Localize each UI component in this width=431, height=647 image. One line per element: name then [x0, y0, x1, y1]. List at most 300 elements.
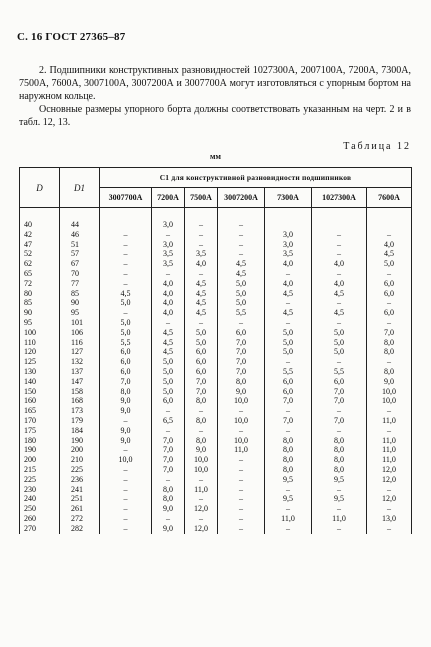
table-cell: 12,0	[185, 524, 218, 534]
table-cell: 173	[60, 406, 100, 416]
table-cell: 4,5	[218, 259, 265, 269]
col-header-variant: 7600А	[367, 188, 412, 208]
table-cell: 4,0	[367, 240, 412, 250]
table-cell: –	[367, 298, 412, 308]
table-cell: 260	[20, 514, 60, 524]
table-row	[20, 406, 412, 416]
table-cell: –	[218, 208, 265, 230]
table-cell: 5,0	[265, 347, 312, 357]
table-row	[20, 338, 412, 348]
table-cell: 9,5	[265, 475, 312, 485]
table-cell: 40	[20, 208, 60, 230]
table-cell: 8,0	[265, 455, 312, 465]
table-cell: –	[312, 524, 367, 534]
table-cell: 9,0	[100, 426, 152, 436]
table-cell: 3,0	[265, 230, 312, 240]
table-cell: 5,0	[312, 338, 367, 348]
table-row	[20, 455, 412, 465]
table-cell: 5,0	[185, 338, 218, 348]
table-cell: 6,0	[367, 289, 412, 299]
table-cell: –	[218, 465, 265, 475]
table-cell: 160	[20, 396, 60, 406]
table-cell: 116	[60, 338, 100, 348]
table-cell: 77	[60, 279, 100, 289]
col-header-variant: 1027300А	[312, 188, 367, 208]
table-cell: 3,5	[185, 249, 218, 259]
table-cell: –	[367, 426, 412, 436]
table-cell: –	[100, 416, 152, 426]
table-cell: 62	[20, 259, 60, 269]
table-row	[20, 485, 412, 495]
table-row	[20, 249, 412, 259]
table-cell: 11,0	[185, 485, 218, 495]
table-cell: 90	[60, 298, 100, 308]
table-cell: –	[152, 269, 185, 279]
table-cell: 4,5	[152, 347, 185, 357]
table-cell: –	[367, 230, 412, 240]
table-cell: 4,5	[185, 289, 218, 299]
table-row	[20, 524, 412, 534]
table-cell: –	[185, 269, 218, 279]
table-cell: 8,0	[152, 485, 185, 495]
table-cell: 250	[20, 504, 60, 514]
table-cell: 5,0	[100, 328, 152, 338]
table-row	[20, 445, 412, 455]
table-row	[20, 208, 412, 230]
table-cell: –	[312, 426, 367, 436]
table-cell	[265, 208, 312, 230]
table-cell	[312, 208, 367, 230]
table-cell: 8,0	[312, 445, 367, 455]
table-row	[20, 367, 412, 377]
table-cell: –	[218, 426, 265, 436]
table-cell: –	[265, 269, 312, 279]
table-cell: 8,0	[265, 465, 312, 475]
table-cell: –	[152, 406, 185, 416]
table-cell: 270	[20, 524, 60, 534]
table-row	[20, 279, 412, 289]
table-cell: 10,0	[218, 396, 265, 406]
table-row	[20, 426, 412, 436]
table-cell: 6,0	[265, 387, 312, 397]
table-cell: 5,0	[265, 328, 312, 338]
table-cell: 4,5	[312, 289, 367, 299]
table-cell: 8,0	[152, 494, 185, 504]
table-cell: 6,0	[185, 357, 218, 367]
table-cell: 7,0	[265, 396, 312, 406]
table-row	[20, 396, 412, 406]
table-cell: 7,0	[218, 367, 265, 377]
table-cell: –	[100, 514, 152, 524]
table-cell: 184	[60, 426, 100, 436]
table-row	[20, 514, 412, 524]
table-cell: 8,0	[185, 416, 218, 426]
table-cell: –	[265, 298, 312, 308]
table-cell: –	[218, 318, 265, 328]
table-cell: 4,0	[265, 259, 312, 269]
table-cell: 5,0	[152, 377, 185, 387]
table-cell: 42	[20, 230, 60, 240]
table-cell: 9,0	[152, 524, 185, 534]
table-cell: 10,0	[185, 455, 218, 465]
table-cell: –	[312, 357, 367, 367]
table-cell: 4,5	[218, 269, 265, 279]
table-cell: –	[100, 524, 152, 534]
table-cell: 9,0	[152, 504, 185, 514]
table-cell: 7,0	[185, 387, 218, 397]
table-cell: –	[100, 445, 152, 455]
table-cell: 3,5	[152, 259, 185, 269]
table-cell: 7,0	[367, 328, 412, 338]
table-cell: –	[218, 455, 265, 465]
table-cell: –	[152, 230, 185, 240]
table-cell: –	[312, 318, 367, 328]
table-cell: 5,0	[265, 338, 312, 348]
table-cell: –	[185, 318, 218, 328]
table-cell: 4,5	[185, 298, 218, 308]
table-cell: 6,0	[367, 308, 412, 318]
table-cell: –	[265, 426, 312, 436]
table-cell: 11,0	[367, 436, 412, 446]
table-cell: 10,0	[185, 465, 218, 475]
table-cell: –	[100, 279, 152, 289]
table-caption: Таблица 12	[343, 141, 411, 152]
table-cell: –	[100, 230, 152, 240]
table-cell: 12,0	[367, 475, 412, 485]
table-cell: –	[218, 475, 265, 485]
table-cell: 8,0	[185, 396, 218, 406]
table-row	[20, 328, 412, 338]
table-cell: –	[100, 504, 152, 514]
table-cell: 251	[60, 494, 100, 504]
table-cell: 44	[60, 208, 100, 230]
col-header-variant: 7500А	[185, 188, 218, 208]
table-cell: 72	[20, 279, 60, 289]
table-cell: –	[265, 357, 312, 367]
table-cell: 6,0	[312, 377, 367, 387]
table-cell: 5,0	[218, 289, 265, 299]
table-row	[20, 494, 412, 504]
table-cell: 4,0	[312, 259, 367, 269]
table-cell: 11,0	[265, 514, 312, 524]
table-cell: –	[100, 475, 152, 485]
table-cell: –	[367, 269, 412, 279]
table-cell: 8,0	[185, 436, 218, 446]
table-cell: –	[312, 269, 367, 279]
table-row	[20, 465, 412, 475]
table-cell: 9,0	[367, 377, 412, 387]
table-cell: –	[100, 259, 152, 269]
table-cell: 8,0	[265, 436, 312, 446]
col-header-c1-span: C1 для конструктивной разновидности подшипников	[100, 168, 412, 188]
table-cell: –	[152, 514, 185, 524]
table-cell: 4,0	[152, 298, 185, 308]
table-cell: –	[367, 357, 412, 367]
table-cell: 65	[20, 269, 60, 279]
table-cell: 7,0	[152, 436, 185, 446]
table-cell: 95	[60, 308, 100, 318]
table-cell: 9,5	[312, 475, 367, 485]
table-cell: –	[185, 230, 218, 240]
table-cell: 282	[60, 524, 100, 534]
table-cell: 261	[60, 504, 100, 514]
table-cell: 8,0	[367, 338, 412, 348]
table-cell: –	[367, 485, 412, 495]
table-row	[20, 289, 412, 299]
table-cell: –	[185, 240, 218, 250]
table-cell: 4,5	[185, 308, 218, 318]
table-cell: 225	[60, 465, 100, 475]
table-cell: –	[312, 504, 367, 514]
table-cell: 130	[20, 367, 60, 377]
table-cell: 4,5	[265, 308, 312, 318]
table-cell: 11,0	[312, 514, 367, 524]
table-cell: 127	[60, 347, 100, 357]
table-cell: 100	[20, 328, 60, 338]
table-cell: 4,0	[152, 308, 185, 318]
table-row	[20, 357, 412, 367]
table-cell: 7,0	[218, 347, 265, 357]
table-cell: 4,5	[265, 289, 312, 299]
table-cell: 150	[20, 387, 60, 397]
table-cell: 190	[20, 445, 60, 455]
table-cell: 101	[60, 318, 100, 328]
table-cell: 175	[20, 426, 60, 436]
dimensions-table	[19, 167, 412, 534]
table-cell: 8,0	[367, 347, 412, 357]
table-cell: 4,5	[185, 279, 218, 289]
table-cell: 8,0	[100, 387, 152, 397]
table-cell: 57	[60, 249, 100, 259]
table-cell: –	[100, 269, 152, 279]
table-cell: –	[100, 308, 152, 318]
table-cell: 215	[20, 465, 60, 475]
table-row	[20, 230, 412, 240]
table-cell: 5,0	[100, 318, 152, 328]
table-cell: –	[185, 514, 218, 524]
table-cell: 10,0	[367, 396, 412, 406]
table-row	[20, 298, 412, 308]
table-cell: 4,0	[312, 279, 367, 289]
table-cell: 210	[60, 455, 100, 465]
table-cell: –	[265, 318, 312, 328]
table-cell: –	[218, 230, 265, 240]
table-cell: 9,0	[100, 396, 152, 406]
table-cell: 80	[20, 289, 60, 299]
table-cell: 147	[60, 377, 100, 387]
table-cell: 4,0	[152, 289, 185, 299]
table-cell: –	[367, 524, 412, 534]
table-cell: 7,0	[152, 465, 185, 475]
table-cell: 8,0	[312, 436, 367, 446]
table-cell: 179	[60, 416, 100, 426]
table-cell: 6,0	[100, 347, 152, 357]
table-cell: –	[312, 298, 367, 308]
table-cell: 10,0	[218, 436, 265, 446]
paragraph-main-dimensions: Основные размеры упорного борта должны соответствовать указанным на черт. 2 и в табл. 12, 13.	[19, 104, 411, 128]
table-cell: –	[152, 475, 185, 485]
table-cell: –	[100, 494, 152, 504]
table-row	[20, 387, 412, 397]
table-cell: 170	[20, 416, 60, 426]
table-cell: 11,0	[367, 455, 412, 465]
table-cell: 7,0	[152, 445, 185, 455]
table-cell: 8,0	[312, 455, 367, 465]
table-cell: 10,0	[100, 455, 152, 465]
table-cell: 4,5	[367, 249, 412, 259]
table-row	[20, 269, 412, 279]
table-cell: 120	[20, 347, 60, 357]
table-cell: 165	[20, 406, 60, 416]
table-cell: –	[185, 426, 218, 436]
table-cell: 5,0	[152, 357, 185, 367]
col-header-d: D	[20, 168, 60, 208]
table-cell: 11,0	[218, 445, 265, 455]
table-cell: 5,0	[185, 328, 218, 338]
table-cell: 200	[60, 445, 100, 455]
table-cell: 3,5	[152, 249, 185, 259]
col-header-variant: 7300А	[265, 188, 312, 208]
table-cell: 168	[60, 396, 100, 406]
table-cell: 4,0	[265, 279, 312, 289]
table-cell: –	[265, 524, 312, 534]
table-cell: 3,5	[265, 249, 312, 259]
table-cell: 7,0	[218, 338, 265, 348]
table-cell: –	[185, 208, 218, 230]
col-header-variant: 3007700А	[100, 188, 152, 208]
table-cell: 6,5	[152, 416, 185, 426]
table-cell: 6,0	[100, 367, 152, 377]
table-cell: 8,0	[367, 367, 412, 377]
table-cell: 241	[60, 485, 100, 495]
table-cell: 200	[20, 455, 60, 465]
table-cell: 46	[60, 230, 100, 240]
table-cell: –	[185, 406, 218, 416]
table-cell: 12,0	[367, 465, 412, 475]
table-cell: –	[185, 494, 218, 504]
table-cell: –	[312, 485, 367, 495]
table-cell: –	[218, 406, 265, 416]
table-cell: 7,0	[312, 387, 367, 397]
table-cell: 236	[60, 475, 100, 485]
table-cell: 11,0	[367, 445, 412, 455]
table-cell: 90	[20, 308, 60, 318]
table-cell: –	[218, 524, 265, 534]
table-row	[20, 416, 412, 426]
table-cell: 5,0	[312, 347, 367, 357]
table-cell: 5,5	[265, 367, 312, 377]
table-cell: 7,0	[152, 455, 185, 465]
table-row	[20, 318, 412, 328]
table-cell: 85	[60, 289, 100, 299]
table-cell: 272	[60, 514, 100, 524]
table-cell: 9,0	[185, 445, 218, 455]
table-cell: 5,5	[100, 338, 152, 348]
table-cell: –	[218, 514, 265, 524]
table-cell: 5,0	[100, 298, 152, 308]
table-cell: 7,0	[312, 416, 367, 426]
table-cell: 6,0	[265, 377, 312, 387]
table-cell: 51	[60, 240, 100, 250]
table-cell: –	[100, 249, 152, 259]
table-cell: 6,0	[152, 396, 185, 406]
table-cell: 6,0	[185, 347, 218, 357]
table-cell: 7,0	[265, 416, 312, 426]
table-cell	[100, 208, 152, 230]
table-cell: 9,5	[265, 494, 312, 504]
table-cell: 7,0	[185, 377, 218, 387]
table-cell: 70	[60, 269, 100, 279]
table-cell: 8,0	[265, 445, 312, 455]
table-cell: 5,0	[218, 298, 265, 308]
table-cell: –	[312, 240, 367, 250]
table-cell: 9,0	[100, 406, 152, 416]
table-cell: 4,5	[312, 308, 367, 318]
table-cell: –	[265, 485, 312, 495]
table-cell: 11,0	[367, 416, 412, 426]
table-cell: 7,0	[100, 377, 152, 387]
table-cell: 190	[60, 436, 100, 446]
table-cell: –	[312, 230, 367, 240]
table-cell: 9,0	[218, 387, 265, 397]
table-cell: 5,0	[152, 387, 185, 397]
table-cell: 6,0	[100, 357, 152, 367]
table-cell: 8,0	[312, 465, 367, 475]
table-row	[20, 308, 412, 318]
col-header-variant: 7200А	[152, 188, 185, 208]
table-row	[20, 436, 412, 446]
table-cell: –	[100, 485, 152, 495]
table-cell: 180	[20, 436, 60, 446]
table-cell: 225	[20, 475, 60, 485]
table-cell: 230	[20, 485, 60, 495]
table-row	[20, 347, 412, 357]
table-row	[20, 259, 412, 269]
table-cell: 6,0	[185, 367, 218, 377]
table-cell: –	[218, 494, 265, 504]
table-cell: 5,0	[312, 328, 367, 338]
table-cell: 110	[20, 338, 60, 348]
table-cell: –	[312, 249, 367, 259]
table-cell: 3,0	[265, 240, 312, 250]
table-cell: 4,0	[152, 279, 185, 289]
table-cell: 5,0	[367, 259, 412, 269]
table-unit: мм	[210, 152, 221, 161]
table-cell: 7,0	[218, 357, 265, 367]
table-cell: 3,0	[152, 208, 185, 230]
table-cell: 4,5	[100, 289, 152, 299]
table-cell: 8,0	[218, 377, 265, 387]
col-header-variant: 3007200А	[218, 188, 265, 208]
table-cell: –	[265, 406, 312, 416]
table-cell: –	[100, 240, 152, 250]
table-cell: 4,5	[152, 328, 185, 338]
paragraph-2: 2. Подшипники конструктивных разновидностей 1027300А, 2007100А, 7200А, 7300А, 7500А, 7600А, 3007100А, 3007200А и 3007700А могут изготовляться с упорным бортом на наружном кольце.	[19, 65, 411, 102]
table-cell: –	[367, 504, 412, 514]
table-cell: –	[265, 504, 312, 514]
table-cell: 5,5	[312, 367, 367, 377]
table-cell	[367, 208, 412, 230]
table-cell: –	[367, 318, 412, 328]
table-cell: 140	[20, 377, 60, 387]
table-cell: 5,0	[218, 279, 265, 289]
table-cell: 12,0	[367, 494, 412, 504]
table-cell: 3,0	[152, 240, 185, 250]
table-cell: 6,0	[367, 279, 412, 289]
table-cell: –	[152, 318, 185, 328]
table-cell: 7,0	[312, 396, 367, 406]
table-cell: 12,0	[185, 504, 218, 514]
